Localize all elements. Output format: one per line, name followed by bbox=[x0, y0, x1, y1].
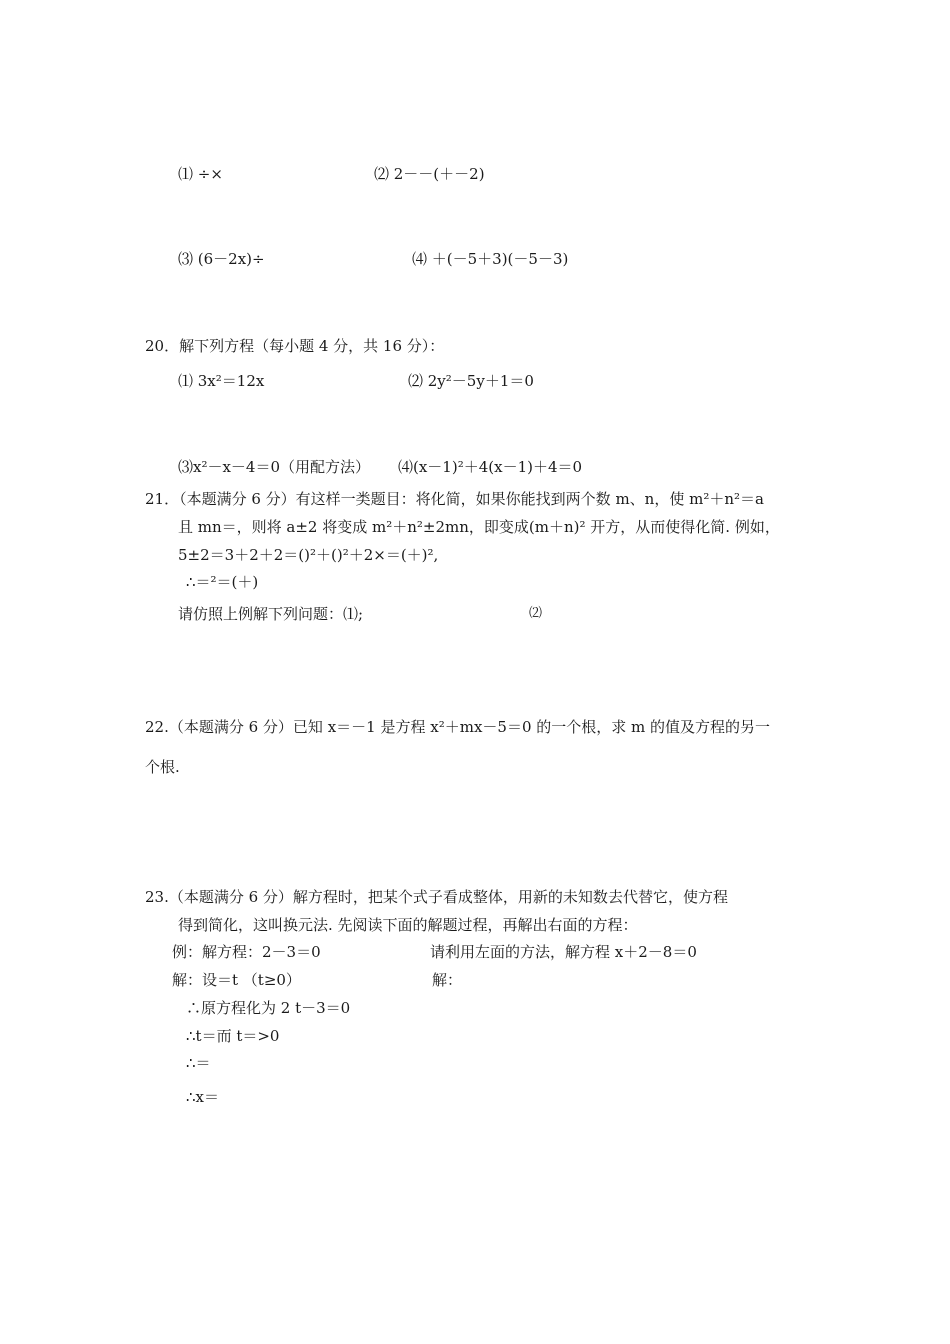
q21-line4: ∴＝²＝(＋) bbox=[186, 573, 259, 591]
q21-prompt: 请仿照上例解下列问题：⑴; bbox=[178, 605, 364, 623]
q22-line2: 个根. bbox=[145, 758, 180, 776]
q19-part2: ⑵ 2－－(＋－2) bbox=[374, 165, 485, 183]
q20-part1: ⑴ 3x²＝12x bbox=[178, 372, 265, 390]
q21-line2: 且 mn＝，则将 a±2 将变成 m²＋n²±2mn，即变成(m＋n)² 开方，从而使得化简. 例如， bbox=[178, 518, 780, 536]
q23-line1: 23.（本题满分 6 分）解方程时，把某个式子看成整体，用新的未知数去代替它，使方程 bbox=[145, 888, 728, 906]
q23-example-equation: 例：解方程：2－3＝0 bbox=[172, 943, 321, 961]
q23-example-step4: ∴x＝ bbox=[186, 1088, 220, 1106]
q20-part2: ⑵ 2y²－5y＋1＝0 bbox=[408, 372, 534, 390]
q20-part4: ⑷(x－1)²＋4(x－1)＋4＝0 bbox=[398, 458, 583, 476]
q19-part1: ⑴ ÷× bbox=[178, 165, 223, 183]
q23-right-answer: 解： bbox=[432, 971, 463, 989]
q23-example-step2: ∴t＝而 t＝>0 bbox=[186, 1027, 280, 1045]
q23-line2: 得到简化，这叫换元法. 先阅读下面的解题过程，再解出右面的方程： bbox=[178, 916, 638, 934]
q21-line3: 5±2＝3＋2＋2＝()²＋()²＋2×＝(＋)², bbox=[178, 546, 439, 564]
q20-heading: 20．解下列方程（每小题 4 分，共 16 分）： bbox=[145, 337, 445, 355]
q23-example-substitution: 解：设＝t （t≥0） bbox=[172, 971, 301, 989]
q19-part3: ⑶ (6－2x)÷ bbox=[178, 250, 265, 268]
q21-line1: 21．（本题满分 6 分）有这样一类题目：将化简，如果你能找到两个数 m、n，使 m²＋n²＝a bbox=[145, 490, 764, 508]
q23-example-step1: ∴原方程化为 2 t－3＝0 bbox=[186, 999, 351, 1017]
q19-part4: ⑷ ＋(－5＋3)(－5－3) bbox=[412, 250, 569, 268]
q21-part2: ⑵ bbox=[529, 606, 543, 621]
q23-example-step3: ∴＝ bbox=[186, 1054, 211, 1072]
q20-part3: ⑶x²－x－4＝0（用配方法） bbox=[178, 458, 371, 476]
q23-right-prompt: 请利用左面的方法，解方程 x＋2－8＝0 bbox=[430, 943, 697, 961]
q22-line1: 22.（本题满分 6 分）已知 x＝－1 是方程 x²＋mx－5＝0 的一个根，求 m 的值及方程的另一 bbox=[145, 718, 771, 736]
